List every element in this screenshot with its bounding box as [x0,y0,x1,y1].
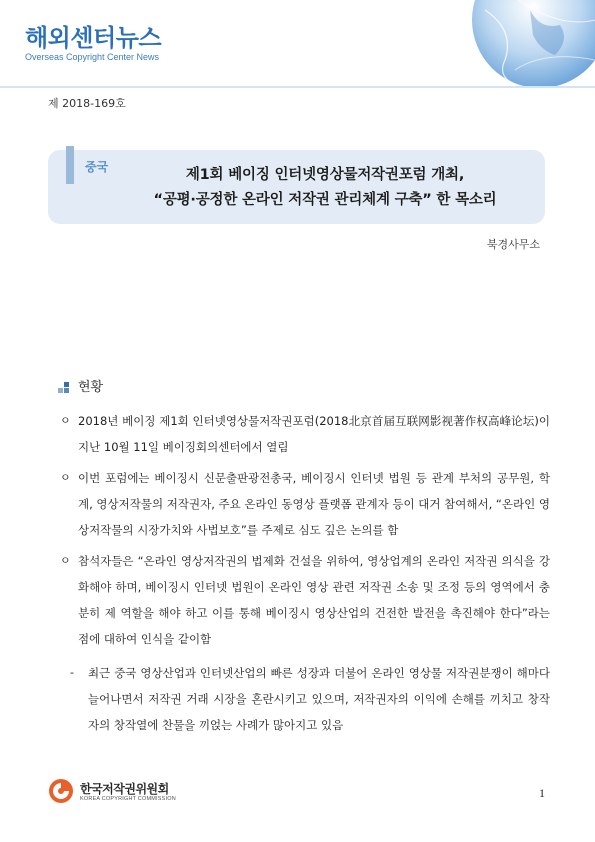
office-name: 북경사무소 [486,238,540,251]
issue-number: 제 2018-169호 [48,97,126,110]
header-divider [0,86,595,88]
bullet-marker: ㅇ [60,471,71,484]
globe-graphic [445,0,595,92]
page-number: 1 [539,786,545,800]
title-accent-bar [66,146,74,184]
country-label: 중국 [85,160,109,174]
paragraph-text: 참석자들은 “온라인 영상저작권의 법제화 건설을 위하여, 영상업계의 온라인 저작권 의식을 강화해야 하며, 베이징시 인터넷 법원이 온라인 영상 관련 저작권 소송 및 조정 등의 영역에서 충분히 제 역할을 해야 하고 이를 통해 베이징시 영상산업의 건전한 발전을 촉진해야 한다”라는 점에 대하여 인식을 같이함 [78,554,550,646]
section-title: 현황 [78,380,104,395]
paragraph-text: 최근 중국 영상산업과 인터넷산업의 빠른 성장과 더불어 온라인 영상물 저작권분쟁이 해마다 늘어나면서 저작권 거래 시장을 혼란시키고 있으며, 저작권자의 이익에 손해를 끼치고 창작자의 창작열에 찬물을 끼얹는 사례가 많아지고 있음 [88,666,550,732]
article-title-line1: 제1회 베이징 인터넷영상물저작권포럼 개최, [185,167,465,183]
paragraph-text: 2018년 베이징 제1회 인터넷영상물저작권포럼(2018北京首届互联网影视著作权高峰论坛)이 지난 10월 11일 베이징회의센터에서 열림 [78,414,550,454]
footer-logo [48,778,198,806]
paragraph [60,408,550,460]
org-name-english: KOREA COPYRIGHT COMMISSION [80,796,176,802]
paragraph [60,548,550,652]
paragraph-text: 이번 포럼에는 베이징시 신문출판광전총국, 베이징시 인터넷 법원 등 관계 부처의 공무원, 학계, 영상저작물의 저작권자, 주요 온라인 동영상 플랫폼 관계자 등이 대거 참여해서, “온라인 영상저작물의 시장가치와 사법보호”를 주제로 심도 깊은 논의를 함 [78,471,550,537]
dash-marker: - [70,666,74,679]
sub-paragraph [70,660,550,738]
paragraph [60,465,550,543]
brand-title-english: Overseas Copyright Center News [25,52,160,62]
bullet-marker: ㅇ [60,414,71,427]
brand-title-korean: 해외센터뉴스 [25,24,162,52]
commission-logo-icon [48,778,74,804]
org-name-korean: 한국저작권위원회 [80,782,169,796]
bullet-marker: ㅇ [60,554,71,567]
section-bullet-icon [58,382,72,394]
page-header [0,0,595,92]
article-title-line2: “공평·공정한 온라인 저작권 관리체계 구축” 한 목소리 [153,192,497,208]
section-heading [58,376,103,395]
title-box [48,150,545,224]
